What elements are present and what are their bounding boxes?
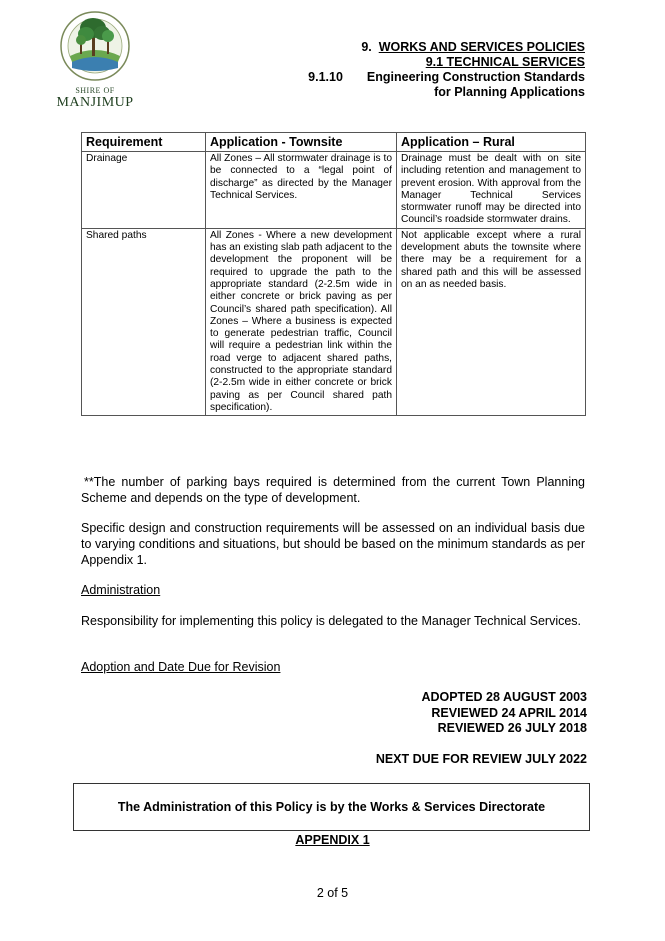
parking-note: **The number of parking bays required is determined from the current Town Planning Scheme and depends on the type of development.: [81, 475, 585, 505]
section-title: WORKS AND SERVICES POLICIES: [378, 40, 585, 54]
logo-manjimup-text: MANJIMUP: [56, 95, 134, 110]
logo-shire-of-text: SHIRE OF: [75, 86, 115, 95]
table-header-row: [82, 133, 586, 152]
next-review-date: NEXT DUE FOR REVIEW JULY 2022: [375, 752, 587, 766]
subsection-title: 9.1 TECHNICAL SERVICES: [425, 55, 585, 69]
section-number: 9.: [361, 40, 372, 54]
page-number: 2 of 5: [316, 886, 349, 900]
administration-heading: Administration: [81, 583, 161, 597]
cell-townsite: All Zones - Where a new development has an existing slab path adjacent to the development the proponent will be required to upgrade the path to the appropriate standard (2-2.5m wide in either concrete or brick paving as per Council’s shared path specification). All Zones – Where a business is expected to generate pedestrian traffic, Council will require a pedestrian link within the road verge to adjacent shared paths, constructed to the appropriate standard (2-2.5m wide in either concrete or brick paving as per Council shared path specification).: [206, 228, 397, 415]
design-note: Specific design and construction requirements will be assessed on an individual basis due to varying conditions and situations, but should be based on the minimum standards as per Appendix 1.: [81, 521, 585, 567]
section-heading: [361, 40, 585, 55]
cell-townsite: All Zones – All stormwater drainage is to be connected to a “legal point of discharge” as directed by the Manager Technical Services.: [206, 152, 397, 229]
column-header-requirement: Requirement: [82, 133, 206, 152]
column-header-townsite: Application - Townsite: [206, 133, 397, 152]
cell-requirement: Drainage: [82, 152, 206, 229]
cell-requirement: Shared paths: [82, 228, 206, 415]
administration-text: Responsibility for implementing this policy is delegated to the Manager Technical Services.: [81, 614, 582, 628]
table-row: [82, 152, 586, 229]
adopted-date: ADOPTED 28 AUGUST 2003: [421, 690, 587, 704]
policy-number: 9.1.10: [308, 70, 343, 84]
cell-rural: Drainage must be dealt with on site including retention and management to prevent erosion. With approval from the Manager Technical Services stormwater runoff may be directed into Council’s roadside stormwater drains.: [397, 152, 586, 229]
policy-heading: [308, 70, 585, 85]
cell-rural: Not applicable except where a rural development abuts the townsite where there may be a requirement for a shared path and this will be assessed on an as needed basis.: [397, 228, 586, 415]
reviewed-date-2: REVIEWED 26 JULY 2018: [437, 721, 587, 735]
policy-title-line1: Engineering Construction Standards: [366, 70, 585, 84]
policy-title-line2: for Planning Applications: [434, 85, 585, 99]
adoption-heading: Adoption and Date Due for Revision: [81, 660, 281, 674]
shire-logo: [52, 8, 140, 112]
administration-box-text: The Administration of this Policy is by the Works & Services Directorate: [117, 800, 546, 814]
administration-box: [73, 783, 590, 831]
tree-emblem-icon: [52, 8, 138, 88]
requirements-table: [81, 132, 586, 416]
appendix-heading: APPENDIX 1: [295, 833, 370, 847]
column-header-rural: Application – Rural: [397, 133, 586, 152]
subsection-heading: [426, 55, 585, 70]
reviewed-date-1: REVIEWED 24 APRIL 2014: [431, 706, 587, 720]
table-row: [82, 228, 586, 415]
